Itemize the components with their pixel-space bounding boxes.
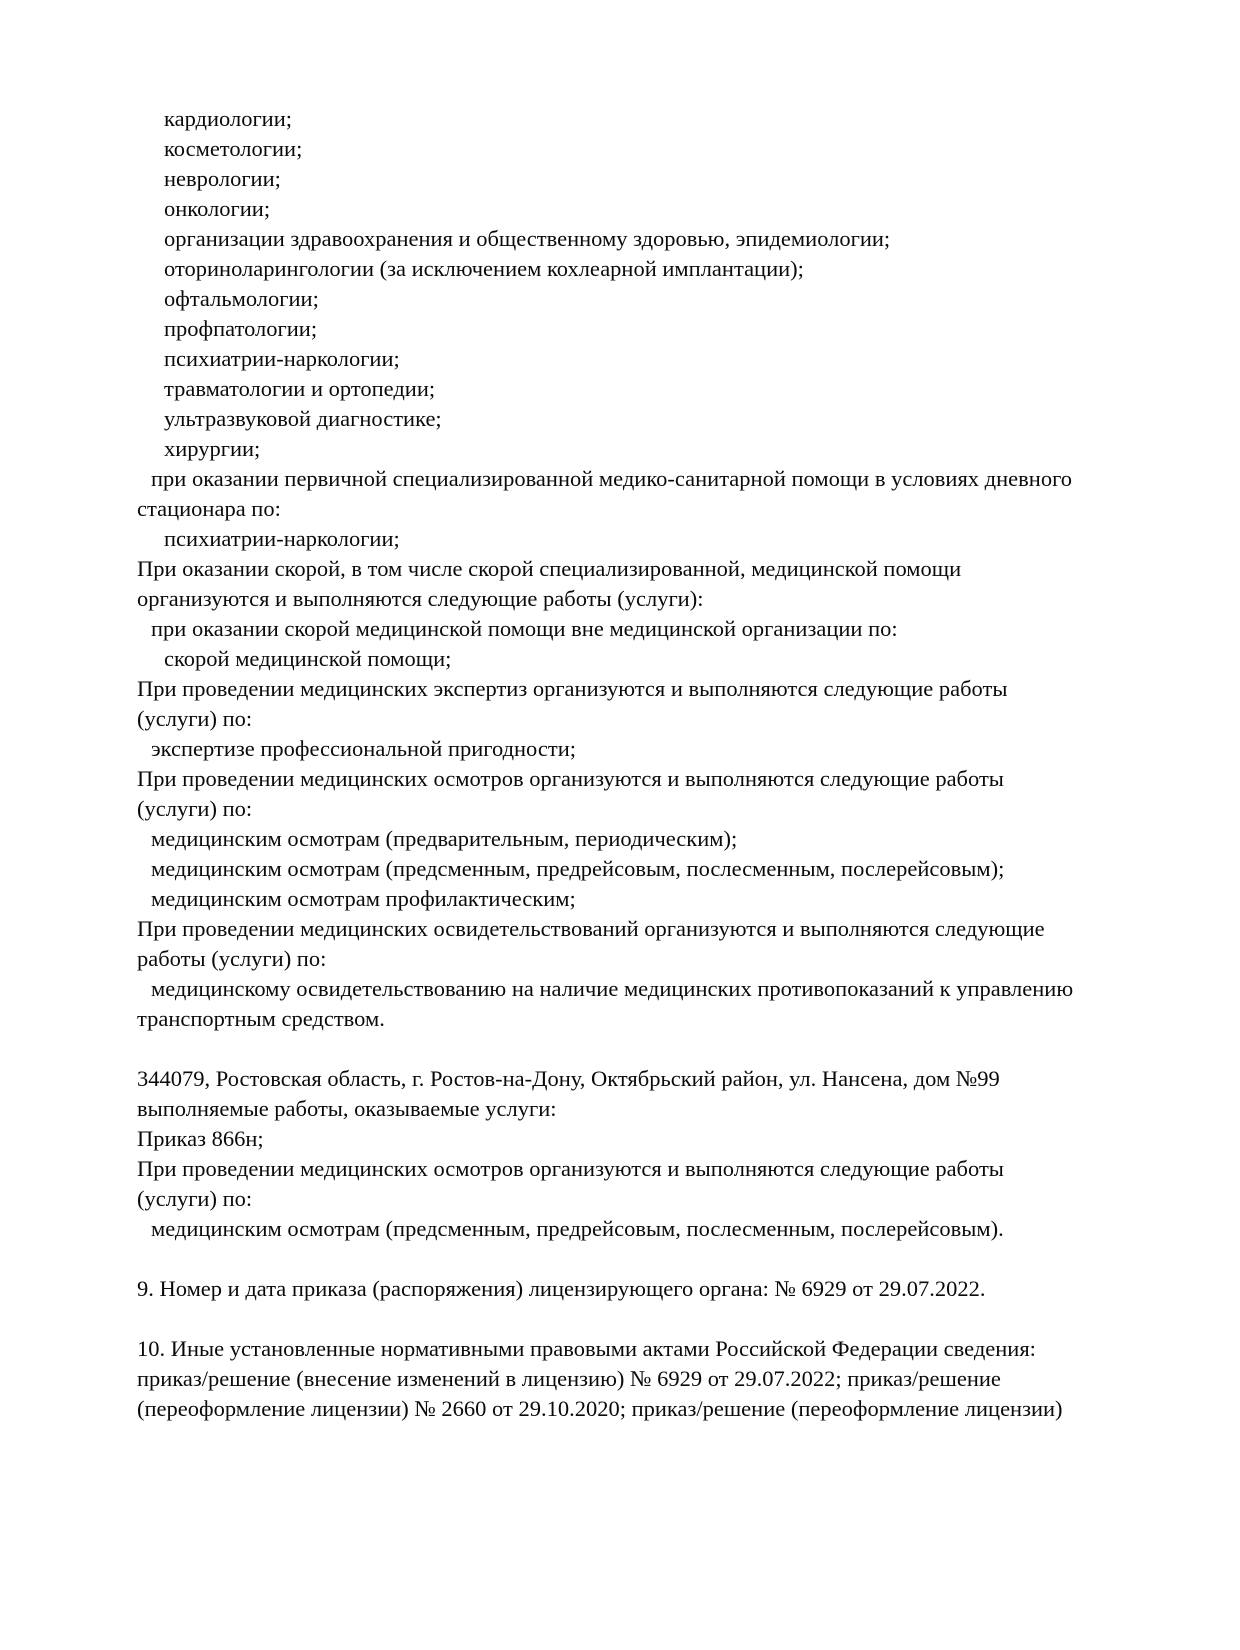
- document-line: профпатологии;: [164, 316, 318, 341]
- document-line: психиатрии-наркологии;: [164, 526, 400, 551]
- document-line: кардиологии;: [164, 106, 293, 131]
- document-line: стационара по:: [137, 496, 281, 521]
- document-line: транспортным средством.: [137, 1006, 385, 1031]
- document-line: При оказании скорой, в том числе скорой специализированной, медицинской помощи: [137, 556, 962, 581]
- document-line: онкологии;: [164, 196, 271, 221]
- document-line: (переоформление лицензии) № 2660 от 29.10.2020; приказ/решение (переоформление лицензии): [137, 1396, 1063, 1421]
- document-line: (услуги) по:: [137, 796, 253, 821]
- document-line: косметологии;: [164, 136, 303, 161]
- document-line: хирургии;: [164, 436, 261, 461]
- document-line: оториноларингологии (за исключением кохлеарной имплантации);: [164, 256, 804, 281]
- document-line: экспертизе профессиональной пригодности;: [151, 736, 576, 761]
- document-line: медицинским осмотрам профилактическим;: [151, 886, 576, 911]
- blank-line: [137, 1244, 1197, 1274]
- document-line: организуются и выполняются следующие работы (услуги):: [137, 586, 704, 611]
- document-line: ультразвуковой диагностике;: [164, 406, 442, 431]
- blank-line: [137, 1034, 1197, 1064]
- document-line: при оказании первичной специализированной медико-санитарной помощи в условиях дневного: [151, 466, 1072, 491]
- document-line: (услуги) по:: [137, 1186, 253, 1211]
- document-line: 10. Иные установленные нормативными правовыми актами Российской Федерации сведения:: [137, 1336, 1036, 1361]
- document-line: Приказ 866н;: [137, 1126, 264, 1151]
- document-line: При проведении медицинских освидетельствований организуются и выполняются следующие: [137, 916, 1045, 941]
- document-line: неврологии;: [164, 166, 281, 191]
- document-line: медицинским осмотрам (предсменным, предрейсовым, послесменным, послерейсовым);: [151, 856, 1005, 881]
- document-line: травматологии и ортопедии;: [164, 376, 436, 401]
- document-line: При проведении медицинских экспертиз организуются и выполняются следующие работы: [137, 676, 1008, 701]
- document-line: организации здравоохранения и общественному здоровью, эпидемиологии;: [164, 226, 891, 251]
- document-line: 9. Номер и дата приказа (распоряжения) лицензирующего органа: № 6929 от 29.07.2022.: [137, 1276, 986, 1301]
- document-line: 344079, Ростовская область, г. Ростов-на-Дону, Октябрьский район, ул. Нансена, дом №99: [137, 1066, 1000, 1091]
- document-line: медицинскому освидетельствованию на наличие медицинских противопоказаний к управлению: [151, 976, 1074, 1001]
- document-line: (услуги) по:: [137, 706, 253, 731]
- document-line: При проведении медицинских осмотров организуются и выполняются следующие работы: [137, 766, 1004, 791]
- document-line: работы (услуги) по:: [137, 946, 327, 971]
- document-line: офтальмологии;: [164, 286, 319, 311]
- document-line: медицинским осмотрам (предварительным, периодическим);: [151, 826, 738, 851]
- blank-line: [137, 1304, 1197, 1334]
- document-line: медицинским осмотрам (предсменным, предрейсовым, послесменным, послерейсовым).: [151, 1216, 1004, 1241]
- document-line: При проведении медицинских осмотров организуются и выполняются следующие работы: [137, 1156, 1004, 1181]
- document-lines: [137, 104, 1197, 1424]
- document-line: приказ/решение (внесение изменений в лицензию) № 6929 от 29.07.2022; приказ/решение: [137, 1366, 1001, 1391]
- document-line: выполняемые работы, оказываемые услуги:: [137, 1096, 557, 1121]
- document-line: психиатрии-наркологии;: [164, 346, 400, 371]
- document-line: скорой медицинской помощи;: [164, 646, 452, 671]
- document-line: при оказании скорой медицинской помощи вне медицинской организации по:: [151, 616, 898, 641]
